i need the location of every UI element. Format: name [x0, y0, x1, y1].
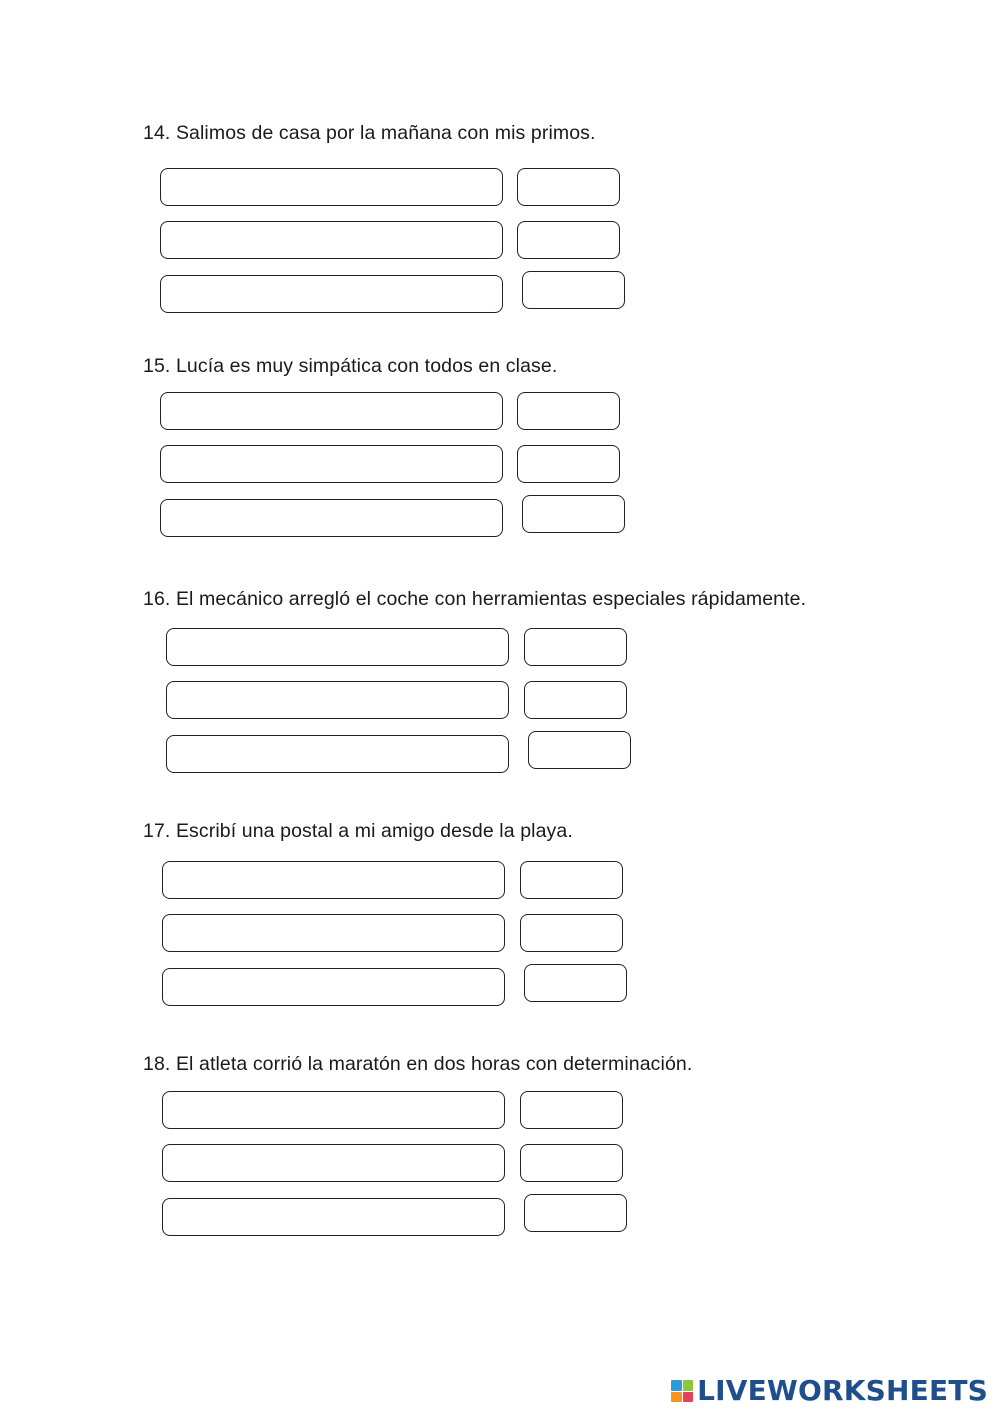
answer-function-field[interactable] [520, 1144, 623, 1182]
question-17 [143, 819, 573, 843]
logo-mark-icon [671, 1380, 693, 1402]
answer-phrase-field[interactable] [162, 1091, 505, 1129]
answer-function-field[interactable] [522, 271, 625, 309]
question-number: 17. [143, 820, 171, 842]
question-number: 16. [143, 588, 171, 610]
answer-phrase-field[interactable] [162, 861, 505, 899]
answer-phrase-field[interactable] [166, 681, 509, 719]
question-text: El atleta corrió la maratón en dos horas con determinación. [175, 1053, 693, 1075]
answer-function-field[interactable] [524, 1194, 627, 1232]
question-text: Salimos de casa por la mañana con mis primos. [175, 122, 596, 144]
answer-function-field[interactable] [517, 221, 620, 259]
answer-function-field[interactable] [520, 861, 623, 899]
answer-function-field[interactable] [517, 445, 620, 483]
answer-function-field[interactable] [522, 495, 625, 533]
question-16 [143, 587, 806, 611]
answer-function-field[interactable] [524, 964, 627, 1002]
answer-phrase-field[interactable] [162, 914, 505, 952]
question-text: Escribí una postal a mi amigo desde la playa. [175, 820, 573, 842]
question-number: 15. [143, 355, 171, 377]
answer-phrase-field[interactable] [160, 445, 503, 483]
answer-phrase-field[interactable] [160, 221, 503, 259]
answer-function-field[interactable] [517, 168, 620, 206]
answer-phrase-field[interactable] [166, 735, 509, 773]
question-number: 14. [143, 122, 171, 144]
answer-phrase-field[interactable] [160, 168, 503, 206]
liveworksheets-logo [671, 1376, 988, 1406]
answer-function-field[interactable] [524, 681, 627, 719]
answer-phrase-field[interactable] [166, 628, 509, 666]
answer-phrase-field[interactable] [162, 1198, 505, 1236]
answer-function-field[interactable] [520, 914, 623, 952]
question-15 [143, 354, 557, 378]
question-14 [143, 121, 596, 145]
question-text: Lucía es muy simpática con todos en clase. [175, 355, 558, 377]
answer-phrase-field[interactable] [162, 968, 505, 1006]
answer-function-field[interactable] [517, 392, 620, 430]
answer-phrase-field[interactable] [160, 499, 503, 537]
question-18 [143, 1052, 692, 1076]
answer-phrase-field[interactable] [160, 392, 503, 430]
question-text: El mecánico arregló el coche con herramientas especiales rápidamente. [175, 588, 807, 610]
answer-phrase-field[interactable] [162, 1144, 505, 1182]
question-number: 18. [143, 1053, 171, 1075]
answer-function-field[interactable] [520, 1091, 623, 1129]
answer-phrase-field[interactable] [160, 275, 503, 313]
answer-function-field[interactable] [524, 628, 627, 666]
answer-function-field[interactable] [528, 731, 631, 769]
logo-text: LIVEWORKSHEETS [697, 1374, 988, 1407]
